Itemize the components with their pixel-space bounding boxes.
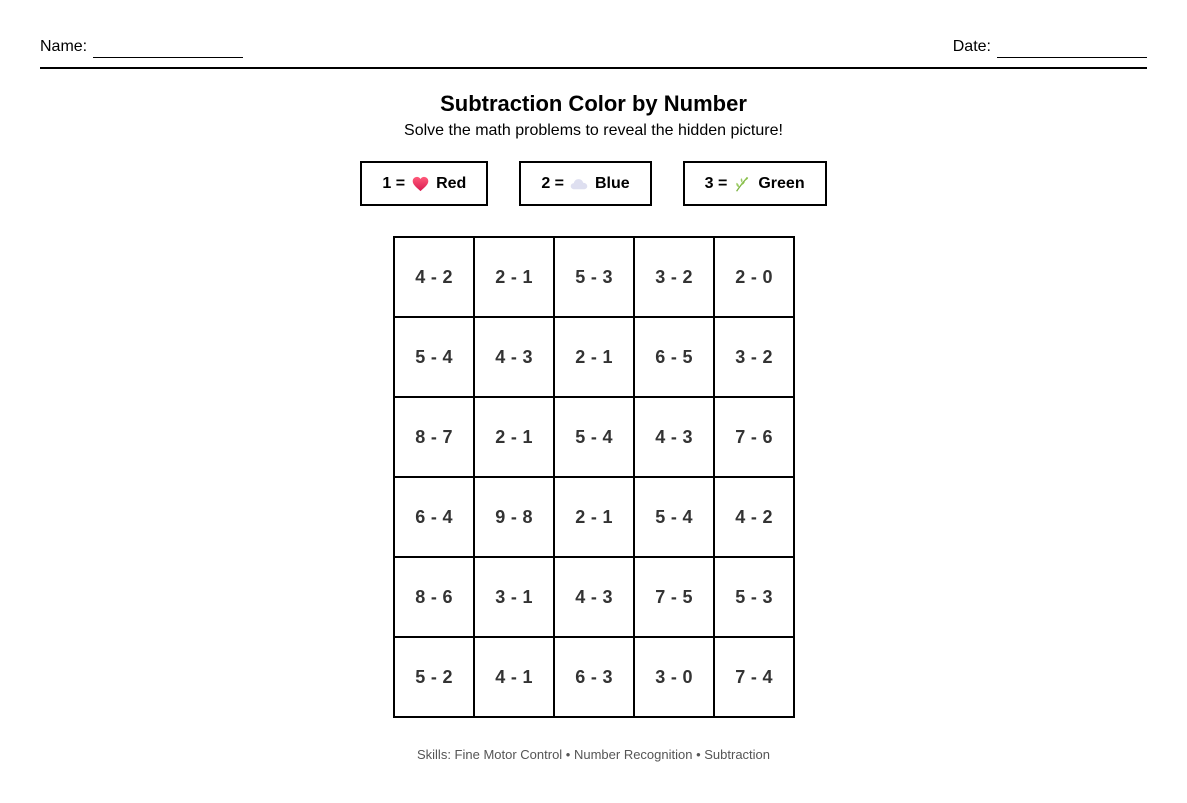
legend-color-name: Red [436, 174, 467, 192]
name-field[interactable] [40, 36, 243, 58]
date-label: Date: [952, 38, 991, 55]
legend-item-red [360, 161, 488, 206]
grid-cell-r6-c4[interactable]: 3 - 0 [635, 638, 715, 718]
legend-item-green [683, 161, 827, 206]
grid-cell-r1-c2[interactable]: 2 - 1 [475, 238, 555, 318]
grid-cell-r4-c5[interactable]: 4 - 2 [715, 478, 795, 558]
heart-icon [411, 175, 429, 193]
grid-cell-r1-c3[interactable]: 5 - 3 [555, 238, 635, 318]
legend-number: 3 = [704, 174, 728, 192]
page-subtitle: Solve the math problems to reveal the hidden picture! [404, 122, 783, 139]
grid-cell-r4-c2[interactable]: 9 - 8 [475, 478, 555, 558]
skills-footer: Skills: Fine Motor Control • Number Recognition • Subtraction [416, 747, 771, 762]
page-title: Subtraction Color by Number [440, 91, 747, 116]
grid-cell-r1-c5[interactable]: 2 - 0 [715, 238, 795, 318]
grid-cell-r6-c2[interactable]: 4 - 1 [475, 638, 555, 718]
worksheet-header [40, 36, 1147, 69]
grid-cell-r6-c5[interactable]: 7 - 4 [715, 638, 795, 718]
grid-cell-r2-c2[interactable]: 4 - 3 [475, 318, 555, 398]
color-legend [0, 161, 1187, 206]
grid-cell-r1-c4[interactable]: 3 - 2 [635, 238, 715, 318]
grid-cell-r4-c1[interactable]: 6 - 4 [395, 478, 475, 558]
grid-cell-r3-c2[interactable]: 2 - 1 [475, 398, 555, 478]
date-blank-line[interactable] [997, 42, 1147, 58]
grid-cell-r2-c3[interactable]: 2 - 1 [555, 318, 635, 398]
legend-item-blue [519, 161, 651, 206]
legend-number: 2 = [541, 174, 564, 192]
date-field[interactable] [953, 36, 1147, 58]
grid-cell-r3-c5[interactable]: 7 - 6 [715, 398, 795, 478]
legend-color-name: Blue [595, 174, 630, 192]
cloud-icon [570, 175, 588, 193]
name-blank-line[interactable] [93, 42, 243, 58]
color-by-number-grid [393, 236, 795, 718]
name-label: Name: [40, 38, 88, 55]
legend-color-name: Green [758, 174, 805, 192]
grid-cell-r3-c3[interactable]: 5 - 4 [555, 398, 635, 478]
grid-cell-r2-c1[interactable]: 5 - 4 [395, 318, 475, 398]
grid-cell-r3-c1[interactable]: 8 - 7 [395, 398, 475, 478]
legend-number: 1 = [382, 174, 406, 192]
grid-cell-r2-c5[interactable]: 3 - 2 [715, 318, 795, 398]
grid-cell-r4-c3[interactable]: 2 - 1 [555, 478, 635, 558]
grid-cell-r4-c4[interactable]: 5 - 4 [635, 478, 715, 558]
grid-cell-r5-c3[interactable]: 4 - 3 [555, 558, 635, 638]
grid-cell-r5-c1[interactable]: 8 - 6 [395, 558, 475, 638]
grid-cell-r6-c1[interactable]: 5 - 2 [395, 638, 475, 718]
grid-cell-r3-c4[interactable]: 4 - 3 [635, 398, 715, 478]
grid-cell-r5-c2[interactable]: 3 - 1 [475, 558, 555, 638]
grid-cell-r1-c1[interactable]: 4 - 2 [395, 238, 475, 318]
grid-cell-r5-c5[interactable]: 5 - 3 [715, 558, 795, 638]
grid-cell-r5-c4[interactable]: 7 - 5 [635, 558, 715, 638]
grid-cell-r2-c4[interactable]: 6 - 5 [635, 318, 715, 398]
grid-cell-r6-c3[interactable]: 6 - 3 [555, 638, 635, 718]
herb-icon [733, 175, 751, 193]
